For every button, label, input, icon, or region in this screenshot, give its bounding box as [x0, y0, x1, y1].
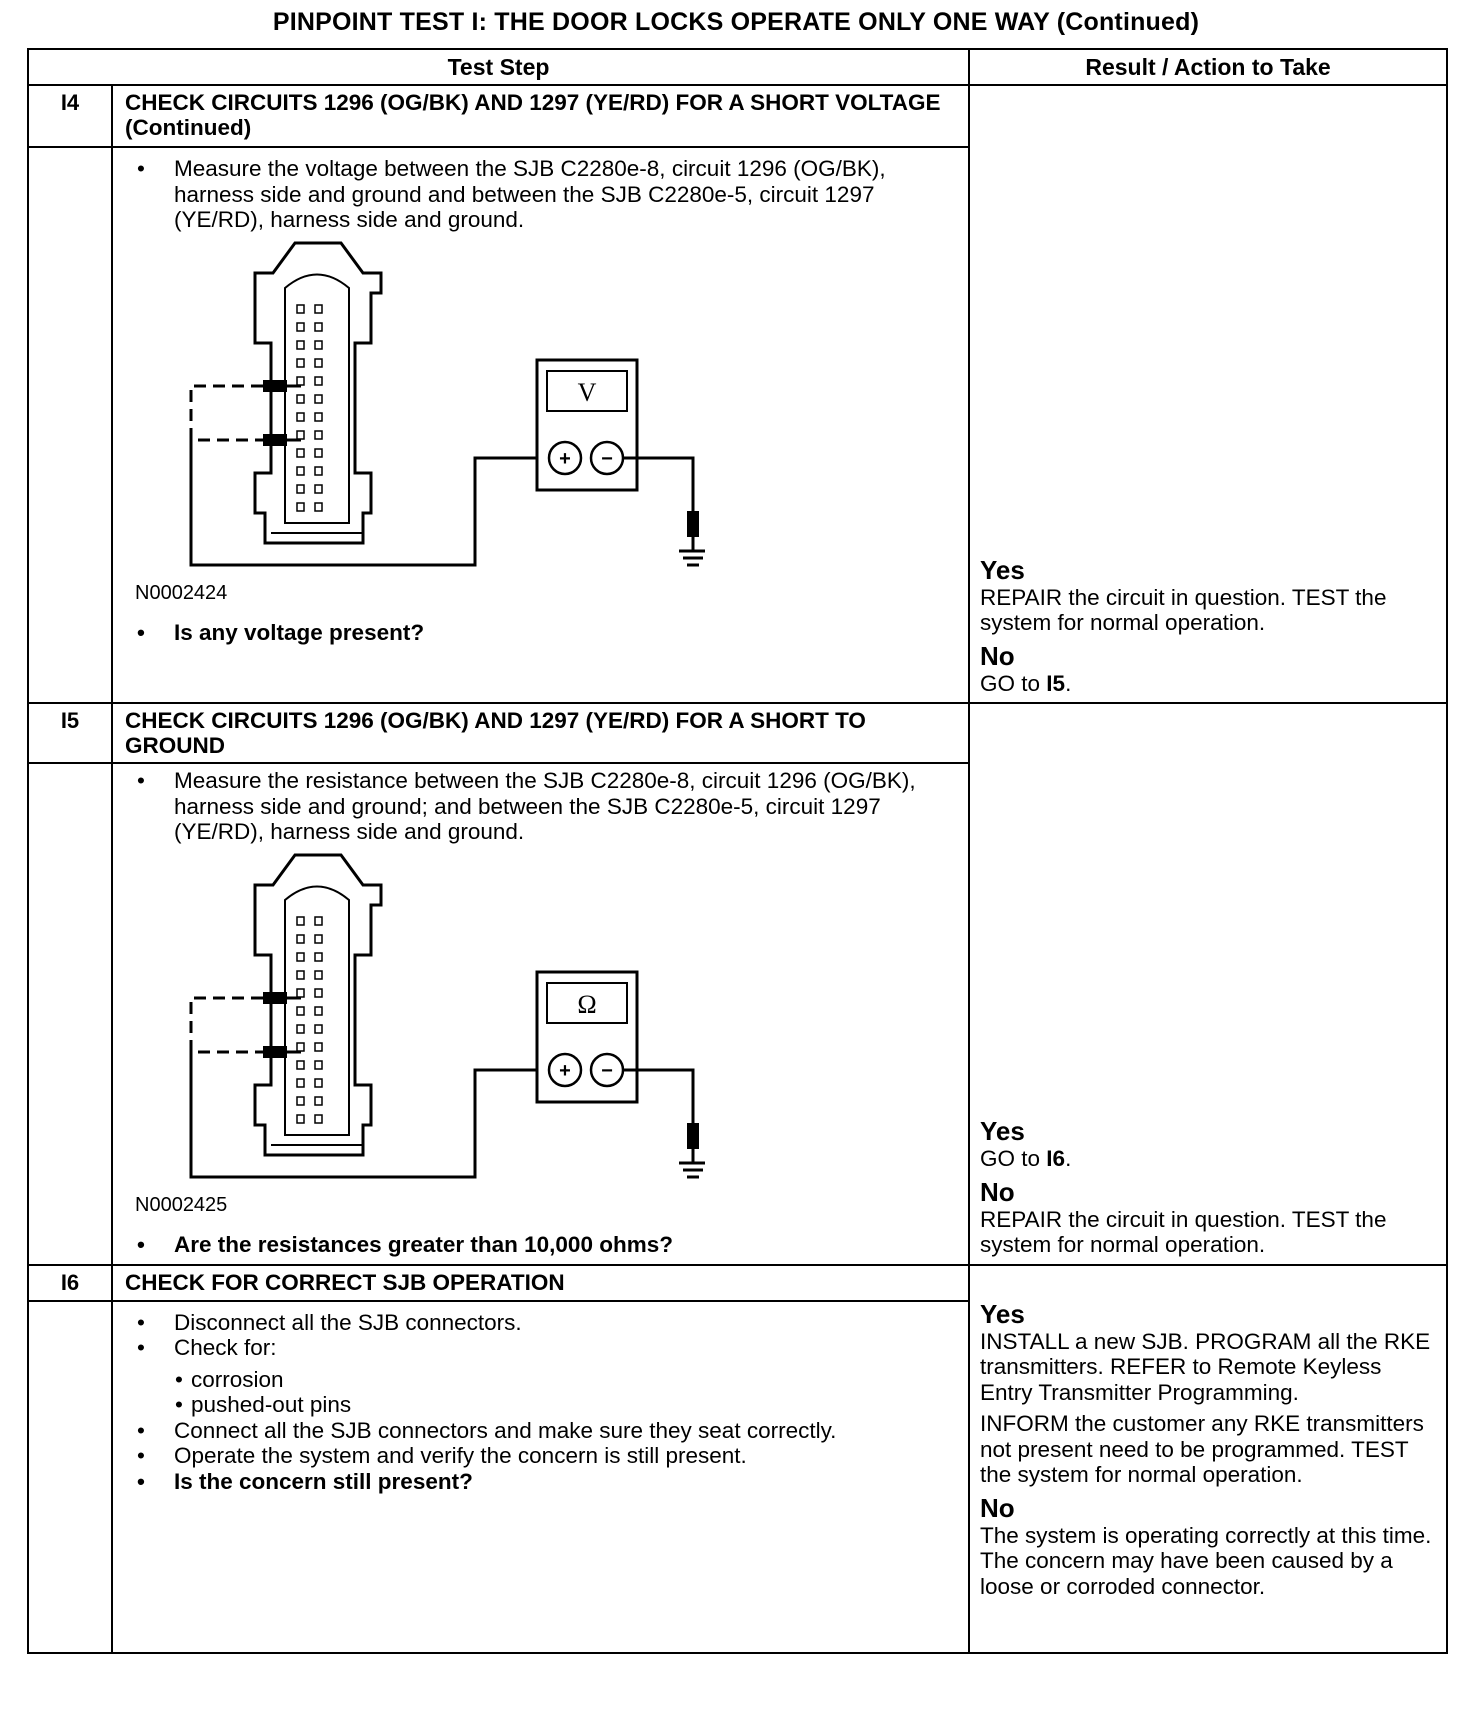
header-test-step: Test Step	[28, 49, 969, 85]
step-heading: CHECK CIRCUITS 1296 (OG/BK) AND 1297 (YE/RD) FOR A SHORT VOLTAGE (Continued)	[112, 85, 969, 147]
no-action: The system is operating correctly at this time. The concern may have been caused by a loose or corroded connector.	[980, 1522, 1432, 1599]
no-label: No	[980, 1492, 1015, 1523]
step-id: I5	[28, 703, 112, 763]
header-result: Result / Action to Take	[969, 49, 1447, 85]
ground-icon	[679, 511, 705, 565]
figure-id: N0002425	[135, 1193, 228, 1216]
connector-pins	[297, 917, 322, 1123]
instruction: • Operate the system and verify the concern is still present.	[137, 1443, 956, 1469]
meter-symbol: V	[577, 377, 597, 407]
step-i6-heading-row	[28, 1265, 1447, 1301]
voltmeter-icon	[537, 360, 637, 490]
connector-icon	[255, 855, 381, 1155]
step-i4-result	[969, 85, 1447, 703]
yes-action: GO to I6.	[980, 1146, 1072, 1171]
yes-label: Yes	[980, 554, 1025, 585]
no-action: GO to I5.	[980, 670, 1072, 696]
yes-action-inform: INFORM the customer any RKE transmitters not present need to be programmed. TEST the system for normal operation.	[980, 1411, 1424, 1487]
minus-terminal: −	[601, 447, 613, 470]
step-heading: CHECK CIRCUITS 1296 (OG/BK) AND 1297 (YE/RD) FOR A SHORT TO GROUND	[112, 703, 969, 763]
instruction: • Check for:	[137, 1335, 956, 1361]
test-lead-positive	[191, 1052, 545, 1177]
connector-ohmmeter-figure	[145, 845, 705, 1195]
test-probes	[263, 992, 301, 1058]
step-i5-body	[112, 763, 969, 1265]
table-header-row	[28, 49, 1447, 85]
step-i4-heading-row	[28, 85, 1447, 147]
yes-label: Yes	[980, 1298, 1025, 1329]
plus-terminal: +	[559, 1059, 571, 1082]
instruction: • Disconnect all the SJB connectors.	[137, 1310, 956, 1336]
question: • Is the concern still present?	[137, 1469, 956, 1495]
check-item: • pushed-out pins	[175, 1392, 956, 1418]
plus-terminal: +	[559, 447, 571, 470]
instruction: • Connect all the SJB connectors and make sure they seat correctly.	[137, 1418, 956, 1444]
no-action: REPAIR the circuit in question. TEST the system for normal operation.	[980, 1206, 1387, 1257]
voltmeter-diagram	[145, 233, 705, 583]
pinpoint-test-table	[27, 48, 1448, 1654]
step-i6-result	[969, 1265, 1447, 1653]
instruction: • Measure the resistance between the SJB C2280e-8, circuit 1296 (OG/BK), harness side and ground; and between the SJB C2280e-5, circuit 1297 (YE/RD), harness side and ground.	[137, 768, 956, 845]
minus-terminal: −	[601, 1059, 613, 1082]
jumper-lead	[191, 998, 263, 1052]
instruction: • Measure the voltage between the SJB C2280e-8, circuit 1296 (OG/BK), harness side and ground and between the SJB C2280e-5, circuit 1297 (YE/RD), harness side and ground.	[137, 156, 956, 233]
no-label: No	[980, 640, 1015, 671]
step-i4-body	[112, 147, 969, 703]
test-probes	[263, 380, 301, 446]
question: • Is any voltage present?	[137, 620, 956, 646]
step-heading: CHECK FOR CORRECT SJB OPERATION	[112, 1265, 969, 1301]
check-item: • corrosion	[175, 1367, 956, 1393]
ohmmeter-icon	[537, 972, 637, 1102]
goto-link[interactable]: I6	[1046, 1146, 1066, 1171]
page-title: PINPOINT TEST I: THE DOOR LOCKS OPERATE ONLY ONE WAY (Continued)	[272, 8, 1200, 36]
yes-action: INSTALL a new SJB. PROGRAM all the RKE transmitters. REFER to Remote Keyless Entry Transmitter Programming.	[980, 1328, 1431, 1405]
step-id: I6	[28, 1265, 112, 1301]
connector-pins	[297, 305, 322, 511]
meter-symbol: Ω	[577, 989, 597, 1019]
test-lead-positive	[191, 440, 545, 565]
figure-id: N0002424	[135, 581, 228, 604]
ohmmeter-diagram	[145, 845, 705, 1195]
step-i5-heading-row	[28, 703, 1447, 763]
no-label: No	[980, 1176, 1015, 1207]
question: • Are the resistances greater than 10,000 ohms?	[137, 1232, 956, 1258]
yes-label: Yes	[980, 1116, 1025, 1146]
step-i6-body	[112, 1301, 969, 1653]
step-id: I4	[28, 85, 112, 147]
jumper-lead	[191, 386, 263, 440]
connector-voltmeter-figure	[145, 233, 705, 583]
yes-action: REPAIR the circuit in question. TEST the system for normal operation.	[980, 584, 1387, 635]
step-i5-result	[969, 703, 1447, 1265]
goto-link[interactable]: I5	[1046, 670, 1066, 696]
connector-icon	[255, 243, 381, 543]
ground-icon	[679, 1123, 705, 1177]
